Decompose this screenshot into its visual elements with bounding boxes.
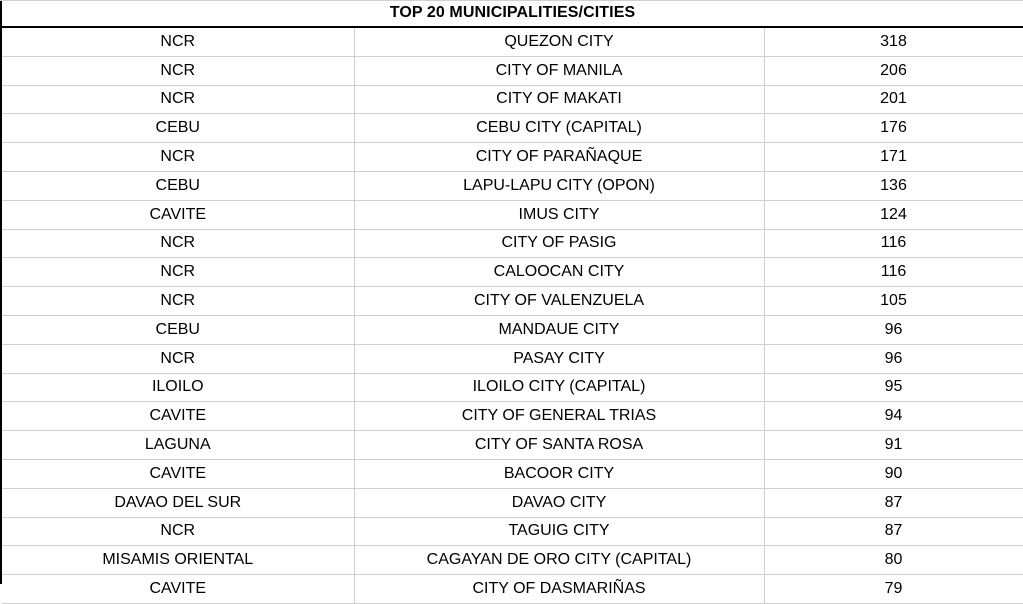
cell-province[interactable]: NCR <box>2 258 354 287</box>
cell-count[interactable]: 87 <box>764 517 1023 546</box>
cell-city[interactable]: DAVAO CITY <box>354 488 764 517</box>
cell-province[interactable]: NCR <box>2 85 354 114</box>
cell-city[interactable]: CITY OF DASMARIÑAS <box>354 575 764 604</box>
table-row <box>2 546 1023 575</box>
cell-province[interactable]: LAGUNA <box>2 431 354 460</box>
cell-province[interactable]: NCR <box>2 229 354 258</box>
cell-city[interactable]: PASAY CITY <box>354 344 764 373</box>
table-row <box>2 258 1023 287</box>
cell-count[interactable]: 91 <box>764 431 1023 460</box>
cell-count[interactable]: 318 <box>764 28 1023 56</box>
cell-city[interactable]: CEBU CITY (CAPITAL) <box>354 114 764 143</box>
table-row <box>2 402 1023 431</box>
table-row <box>2 459 1023 488</box>
cell-province[interactable]: NCR <box>2 517 354 546</box>
cell-count[interactable]: 80 <box>764 546 1023 575</box>
table-row <box>2 287 1023 316</box>
cell-city[interactable]: CALOOCAN CITY <box>354 258 764 287</box>
cell-city[interactable]: CITY OF PASIG <box>354 229 764 258</box>
cell-province[interactable]: DAVAO DEL SUR <box>2 488 354 517</box>
table-row <box>2 373 1023 402</box>
cell-city[interactable]: QUEZON CITY <box>354 28 764 56</box>
cell-count[interactable]: 176 <box>764 114 1023 143</box>
table-row <box>2 488 1023 517</box>
cell-province[interactable]: CAVITE <box>2 459 354 488</box>
table-row <box>2 229 1023 258</box>
cities-table <box>2 28 1023 604</box>
table-row <box>2 171 1023 200</box>
cell-province[interactable]: ILOILO <box>2 373 354 402</box>
table-row <box>2 143 1023 172</box>
cell-province[interactable]: CAVITE <box>2 575 354 604</box>
table-row <box>2 431 1023 460</box>
table-row <box>2 85 1023 114</box>
table-row <box>2 114 1023 143</box>
cell-count[interactable]: 201 <box>764 85 1023 114</box>
cell-province[interactable]: MISAMIS ORIENTAL <box>2 546 354 575</box>
cell-city[interactable]: CITY OF MAKATI <box>354 85 764 114</box>
table-row <box>2 315 1023 344</box>
cell-city[interactable]: BACOOR CITY <box>354 459 764 488</box>
cell-city[interactable]: IMUS CITY <box>354 200 764 229</box>
cell-count[interactable]: 171 <box>764 143 1023 172</box>
cell-city[interactable]: MANDAUE CITY <box>354 315 764 344</box>
cell-count[interactable]: 116 <box>764 258 1023 287</box>
table-row <box>2 28 1023 56</box>
cell-count[interactable]: 95 <box>764 373 1023 402</box>
table-row <box>2 56 1023 85</box>
cell-city[interactable]: CITY OF PARAÑAQUE <box>354 143 764 172</box>
cell-province[interactable]: NCR <box>2 287 354 316</box>
cell-count[interactable]: 136 <box>764 171 1023 200</box>
table-row <box>2 344 1023 373</box>
cell-province[interactable]: CEBU <box>2 171 354 200</box>
cell-city[interactable]: CITY OF VALENZUELA <box>354 287 764 316</box>
cell-province[interactable]: CEBU <box>2 315 354 344</box>
cell-city[interactable]: CITY OF SANTA ROSA <box>354 431 764 460</box>
table-title: TOP 20 MUNICIPALITIES/CITIES <box>2 0 1023 28</box>
cell-province[interactable]: CEBU <box>2 114 354 143</box>
cell-count[interactable]: 105 <box>764 287 1023 316</box>
cell-province[interactable]: NCR <box>2 56 354 85</box>
top-divider <box>0 0 1023 1</box>
cell-count[interactable]: 96 <box>764 344 1023 373</box>
table-row <box>2 517 1023 546</box>
cell-province[interactable]: NCR <box>2 143 354 172</box>
cell-province[interactable]: NCR <box>2 344 354 373</box>
cell-city[interactable]: CITY OF GENERAL TRIAS <box>354 402 764 431</box>
cell-province[interactable]: CAVITE <box>2 200 354 229</box>
cell-province[interactable]: CAVITE <box>2 402 354 431</box>
cell-count[interactable]: 79 <box>764 575 1023 604</box>
cell-count[interactable]: 87 <box>764 488 1023 517</box>
cell-city[interactable]: LAPU-LAPU CITY (OPON) <box>354 171 764 200</box>
table-body <box>2 28 1023 603</box>
cell-count[interactable]: 94 <box>764 402 1023 431</box>
cell-count[interactable]: 116 <box>764 229 1023 258</box>
cell-province[interactable]: NCR <box>2 28 354 56</box>
cell-city[interactable]: ILOILO CITY (CAPITAL) <box>354 373 764 402</box>
cell-count[interactable]: 90 <box>764 459 1023 488</box>
cell-city[interactable]: CAGAYAN DE ORO CITY (CAPITAL) <box>354 546 764 575</box>
cell-city[interactable]: TAGUIG CITY <box>354 517 764 546</box>
cell-count[interactable]: 124 <box>764 200 1023 229</box>
cell-count[interactable]: 96 <box>764 315 1023 344</box>
cell-city[interactable]: CITY OF MANILA <box>354 56 764 85</box>
cell-count[interactable]: 206 <box>764 56 1023 85</box>
table-row <box>2 575 1023 604</box>
table-row <box>2 200 1023 229</box>
